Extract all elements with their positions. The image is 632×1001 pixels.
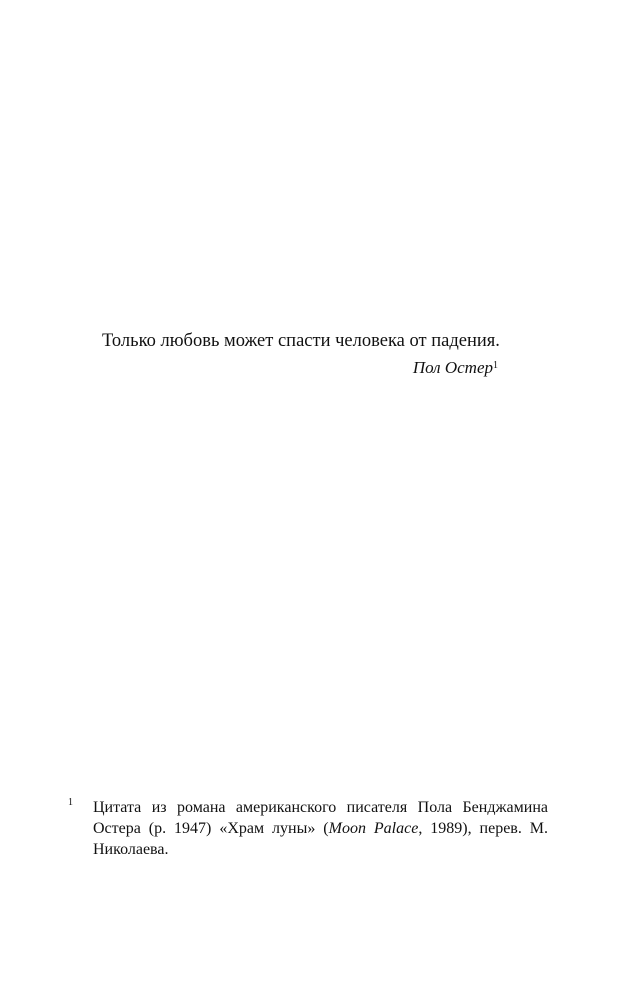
epigraph bbox=[102, 330, 502, 378]
epigraph-author-name: Пол Остер bbox=[412, 358, 493, 377]
footnote-italic-title: Moon Palace bbox=[328, 820, 419, 837]
footnote-marker: 1 bbox=[68, 797, 73, 808]
footnote bbox=[68, 797, 548, 860]
footnote-text-part1: Цитата из романа американского писателя Пола Бенджамина Остера (р. 1947) «Храм луны» ( bbox=[93, 799, 548, 837]
epigraph-quote: Только любовь может спасти человека от падения. bbox=[102, 331, 500, 351]
footnote-text-part2: , 1989), перев. М. Николаева. bbox=[93, 820, 549, 858]
epigraph-author bbox=[102, 358, 502, 378]
footnote-text bbox=[93, 797, 548, 860]
footnote-reference[interactable]: 1 bbox=[493, 360, 498, 371]
